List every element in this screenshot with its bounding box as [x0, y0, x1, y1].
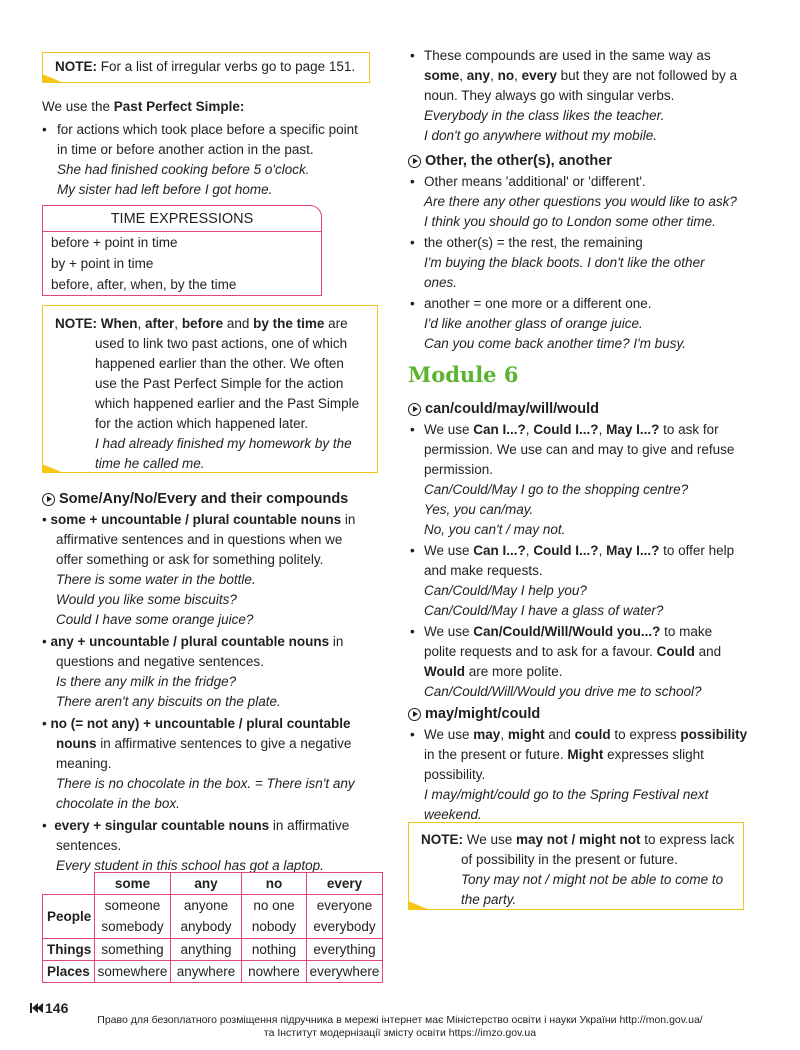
text: We use	[424, 543, 474, 558]
rule-line: These compounds are used in the same way as	[424, 48, 711, 63]
text: are more polite.	[465, 664, 563, 679]
example: time he called me.	[95, 456, 205, 471]
table-cell: everything	[307, 939, 383, 961]
compounds-section	[42, 489, 387, 876]
keyword: any	[466, 68, 491, 83]
table-cell: everywhere	[307, 961, 383, 983]
rule-line: permission.	[424, 462, 494, 477]
example: She had finished cooking before 5 o'clock.	[57, 162, 310, 177]
keyword: Could I...?	[533, 422, 599, 437]
note-line: used to link two past actions, one of which	[95, 336, 348, 351]
text: We use	[424, 624, 474, 639]
table-header: no	[242, 873, 307, 895]
keyword: Could I...?	[533, 543, 599, 558]
text: to express lack	[640, 832, 735, 847]
text: to ask for	[659, 422, 719, 437]
rule-text: in	[341, 512, 356, 527]
other-section	[408, 151, 753, 354]
section-heading	[408, 399, 753, 419]
rule-line: sentences.	[56, 838, 122, 853]
rule-line: permission. We use can and may to give and refuse	[424, 442, 735, 457]
table-cell: anything	[171, 939, 242, 961]
keyword: after	[145, 316, 175, 331]
time-expressions-box	[42, 205, 322, 296]
text: ,	[459, 68, 467, 83]
table-cell: someone	[95, 895, 171, 917]
example: Tony may not / might not be able to come to	[461, 872, 724, 887]
text: ,	[525, 422, 534, 437]
note-label: NOTE:	[55, 59, 97, 74]
note-line: happened earlier than the other. We often	[95, 356, 344, 371]
bullet: •	[410, 422, 415, 437]
table-cell: anyone	[171, 895, 242, 917]
table-header: every	[307, 873, 383, 895]
keyword: Can/Could/Will/Would you...?	[473, 624, 661, 639]
text: and	[544, 727, 575, 742]
possibility-note	[408, 822, 744, 910]
text: expresses slight	[603, 747, 704, 762]
text: but they are not followed by a	[556, 68, 738, 83]
keyword: Might	[567, 747, 604, 762]
text: are	[324, 316, 348, 331]
time-expression-row: before + point in time	[51, 235, 178, 250]
rule-line: questions and negative sentences.	[56, 654, 264, 669]
example: the party.	[461, 892, 517, 907]
rule-line: meaning.	[56, 756, 112, 771]
rule-line: another = one more or a different one.	[424, 296, 652, 311]
compounds-usage	[410, 46, 755, 146]
every-rule: • every + singular countable nouns in affirmative sentences. Every student in this school has got a laptop.	[42, 816, 387, 876]
rule-line: Other means 'additional' or 'different'.	[424, 174, 646, 189]
keyword: Would	[424, 664, 465, 679]
row-label: Places	[43, 961, 95, 983]
table-cell: everybody	[307, 917, 383, 939]
example: Are there any other questions you would like to ask?	[424, 194, 737, 209]
time-expression-row: by + point in time	[51, 256, 154, 271]
time-expression-row: before, after, when, by the time	[51, 277, 237, 292]
footer-line: та Інститут модернізації змісту освіти https://imzo.gov.ua	[263, 1027, 537, 1039]
section-heading	[408, 704, 753, 724]
example: I think you should go to London some other time.	[424, 214, 716, 229]
compounds-table	[42, 872, 383, 983]
module-title: Module 6	[408, 362, 519, 387]
keyword: might	[507, 727, 545, 742]
rule-line: the other(s) = the rest, the remaining	[424, 235, 643, 250]
no-rule: • no (= not any) + uncountable / plural countable nouns in affirmative sentences to give a negative meaning. There is no chocolate in the box. = There isn't any chocolate in the box.	[42, 714, 387, 814]
rule-line: noun. They always go with singular verbs.	[424, 88, 675, 103]
text: and	[694, 644, 722, 659]
row-label: Things	[43, 939, 95, 961]
text: ,	[137, 316, 146, 331]
example: I don't go anywhere without my mobile.	[424, 128, 657, 143]
rule-line: possibility.	[424, 767, 486, 782]
rule-bold: no (= not any) + uncountable / plural countable	[50, 716, 351, 731]
table-cell: nobody	[242, 917, 307, 939]
text: ,	[174, 316, 182, 331]
note-label: NOTE:	[421, 832, 463, 847]
table-cell: anywhere	[171, 961, 242, 983]
table-cell: nothing	[242, 939, 307, 961]
text: ,	[525, 543, 534, 558]
example: I had already finished my homework by the	[95, 436, 352, 451]
example: I'd like another glass of orange juice.	[424, 316, 643, 331]
keyword: May I...?	[606, 422, 660, 437]
keyword: possibility	[680, 727, 748, 742]
rule-line: offer something or ask for something politely.	[56, 552, 324, 567]
rule-line: affirmative sentences and in questions when we	[56, 532, 343, 547]
table-row	[43, 961, 383, 983]
example: Can/Could/May I have a glass of water?	[424, 603, 664, 618]
example: No, you can't / may not.	[424, 522, 566, 537]
table-row	[43, 939, 383, 961]
keyword: may	[473, 727, 501, 742]
text: We use	[424, 422, 474, 437]
example: weekend.	[424, 807, 482, 822]
keyword: Can I...?	[473, 543, 526, 558]
table-cell: no one	[242, 895, 307, 917]
play-circle-icon	[408, 403, 421, 416]
keyword: some	[424, 68, 460, 83]
keyword: Can I...?	[473, 422, 526, 437]
text: We use	[424, 727, 474, 742]
bullet-line: for actions which took place before a specific point	[57, 122, 358, 137]
example: There aren't any biscuits on the plate.	[56, 694, 281, 709]
bullet: •	[410, 727, 415, 742]
table-header-row	[43, 873, 383, 895]
table-cell: nowhere	[242, 961, 307, 983]
play-circle-icon	[408, 708, 421, 721]
text: to offer help	[659, 543, 735, 558]
text: polite requests and to ask for a favour.	[424, 644, 657, 659]
table-header: any	[171, 873, 242, 895]
example: Can/Could/May I go to the shopping centre?	[424, 482, 689, 497]
table-corner	[43, 873, 95, 895]
bullet: •	[42, 122, 47, 137]
bullet: •	[410, 174, 415, 189]
keyword: no	[497, 68, 515, 83]
example: I'm buying the black boots. I don't like the other	[424, 255, 705, 270]
row-label: People	[43, 895, 95, 939]
example: My sister had left before I got home.	[57, 182, 273, 197]
example: I may/might/could go to the Spring Festival next	[424, 787, 709, 802]
rule-text: in affirmative	[269, 818, 350, 833]
example: There is some water in the bottle.	[56, 572, 256, 587]
heading-text: can/could/may/will/would	[425, 401, 600, 417]
text: ,	[500, 727, 508, 742]
table-cell: something	[95, 939, 171, 961]
play-circle-icon	[408, 155, 421, 168]
footer-line: Право для безоплатного розміщення підручника в мережі інтернет має Міністерство освіти і науки України http://mon.gov.ua/	[97, 1014, 703, 1026]
intro-bold: Past Perfect Simple:	[113, 99, 245, 114]
keyword: When	[100, 316, 138, 331]
page-number-text: 146	[45, 1000, 69, 1016]
text: to express	[610, 727, 681, 742]
text: ,	[490, 68, 498, 83]
rule-line: and make requests.	[424, 563, 543, 578]
rule-bold: nouns	[56, 736, 97, 751]
keyword: Could	[656, 644, 695, 659]
text: in the present or future.	[424, 747, 568, 762]
table-cell: somebody	[95, 917, 171, 939]
note-text: For a list of irregular verbs go to page 151.	[100, 59, 356, 74]
example: Can/Could/May I help you?	[424, 583, 587, 598]
note-line: which happened earlier and the Past Simple	[95, 396, 360, 411]
section-heading	[42, 489, 387, 509]
table-row	[43, 895, 383, 917]
note-line: for the action which happened later.	[95, 416, 309, 431]
table-cell: anybody	[171, 917, 242, 939]
rule-bold: any + uncountable / plural countable nouns	[50, 634, 330, 649]
keyword: every	[521, 68, 557, 83]
bullet: •	[410, 296, 415, 311]
any-rule: • any + uncountable / plural countable nouns in questions and negative sentences. Is there any milk in the fridge? There aren't any biscuits on the plate.	[42, 632, 387, 712]
bullet: •	[410, 624, 415, 639]
time-expressions-title: TIME EXPRESSIONS	[43, 206, 321, 232]
linking-words-note	[42, 305, 378, 473]
modals-section	[408, 399, 753, 825]
keyword: by the time	[253, 316, 325, 331]
rule-text: in affirmative sentences to give a negative	[96, 736, 352, 751]
heading-text: Some/Any/No/Every and their compounds	[59, 491, 349, 507]
irregular-verbs-note	[42, 52, 370, 83]
keyword: before	[181, 316, 224, 331]
example: Every student in this school has got a laptop.	[56, 858, 324, 873]
example: Can/Could/Will/Would you drive me to school?	[424, 684, 702, 699]
table-cell: somewhere	[95, 961, 171, 983]
example: Can you come back another time? I'm busy.	[424, 336, 686, 351]
example: Everybody in the class likes the teacher.	[424, 108, 665, 123]
example: chocolate in the box.	[56, 796, 180, 811]
table-cell: everyone	[307, 895, 383, 917]
keyword: could	[574, 727, 611, 742]
text: ,	[598, 543, 607, 558]
rule-bold: every + singular countable nouns	[54, 818, 270, 833]
text: and	[223, 316, 254, 331]
bullet: •	[410, 543, 415, 558]
table-header: some	[95, 873, 171, 895]
skip-back-icon	[30, 1003, 44, 1013]
heading-text: Other, the other(s), another	[425, 153, 612, 169]
example: Could I have some orange juice?	[56, 612, 254, 627]
example: Would you like some biscuits?	[56, 592, 237, 607]
text: ,	[598, 422, 607, 437]
example: There is no chocolate in the box. = There isn't any	[56, 776, 355, 791]
section-heading	[408, 151, 753, 171]
bullet-line: in time or before another action in the past.	[57, 142, 314, 157]
note-line: of possibility in the present or future.	[461, 852, 678, 867]
some-rule: • some + uncountable / plural countable nouns in affirmative sentences and in questions when we offer something or ask for something politely. There is some water in the bottle. Would you like some biscuits? Could I have some orange juice?	[42, 510, 387, 630]
text: We use	[463, 832, 517, 847]
heading-text: may/might/could	[425, 706, 541, 722]
text: ,	[514, 68, 522, 83]
intro-text: We use the	[42, 99, 114, 114]
keyword: may not / might not	[516, 832, 641, 847]
keyword: May I...?	[606, 543, 660, 558]
example: Yes, you can/may.	[424, 502, 534, 517]
bullet: •	[410, 48, 415, 63]
rule-bold: some + uncountable / plural countable nouns	[50, 512, 342, 527]
past-perfect-section	[42, 97, 382, 200]
note-line: use the Past Perfect Simple for the action	[95, 376, 344, 391]
bullet: •	[410, 235, 415, 250]
rule-text: in	[329, 634, 344, 649]
example: Is there any milk in the fridge?	[56, 674, 237, 689]
text: to make	[660, 624, 713, 639]
play-circle-icon	[42, 493, 55, 506]
note-label: NOTE:	[55, 316, 97, 331]
example: ones.	[424, 275, 458, 290]
